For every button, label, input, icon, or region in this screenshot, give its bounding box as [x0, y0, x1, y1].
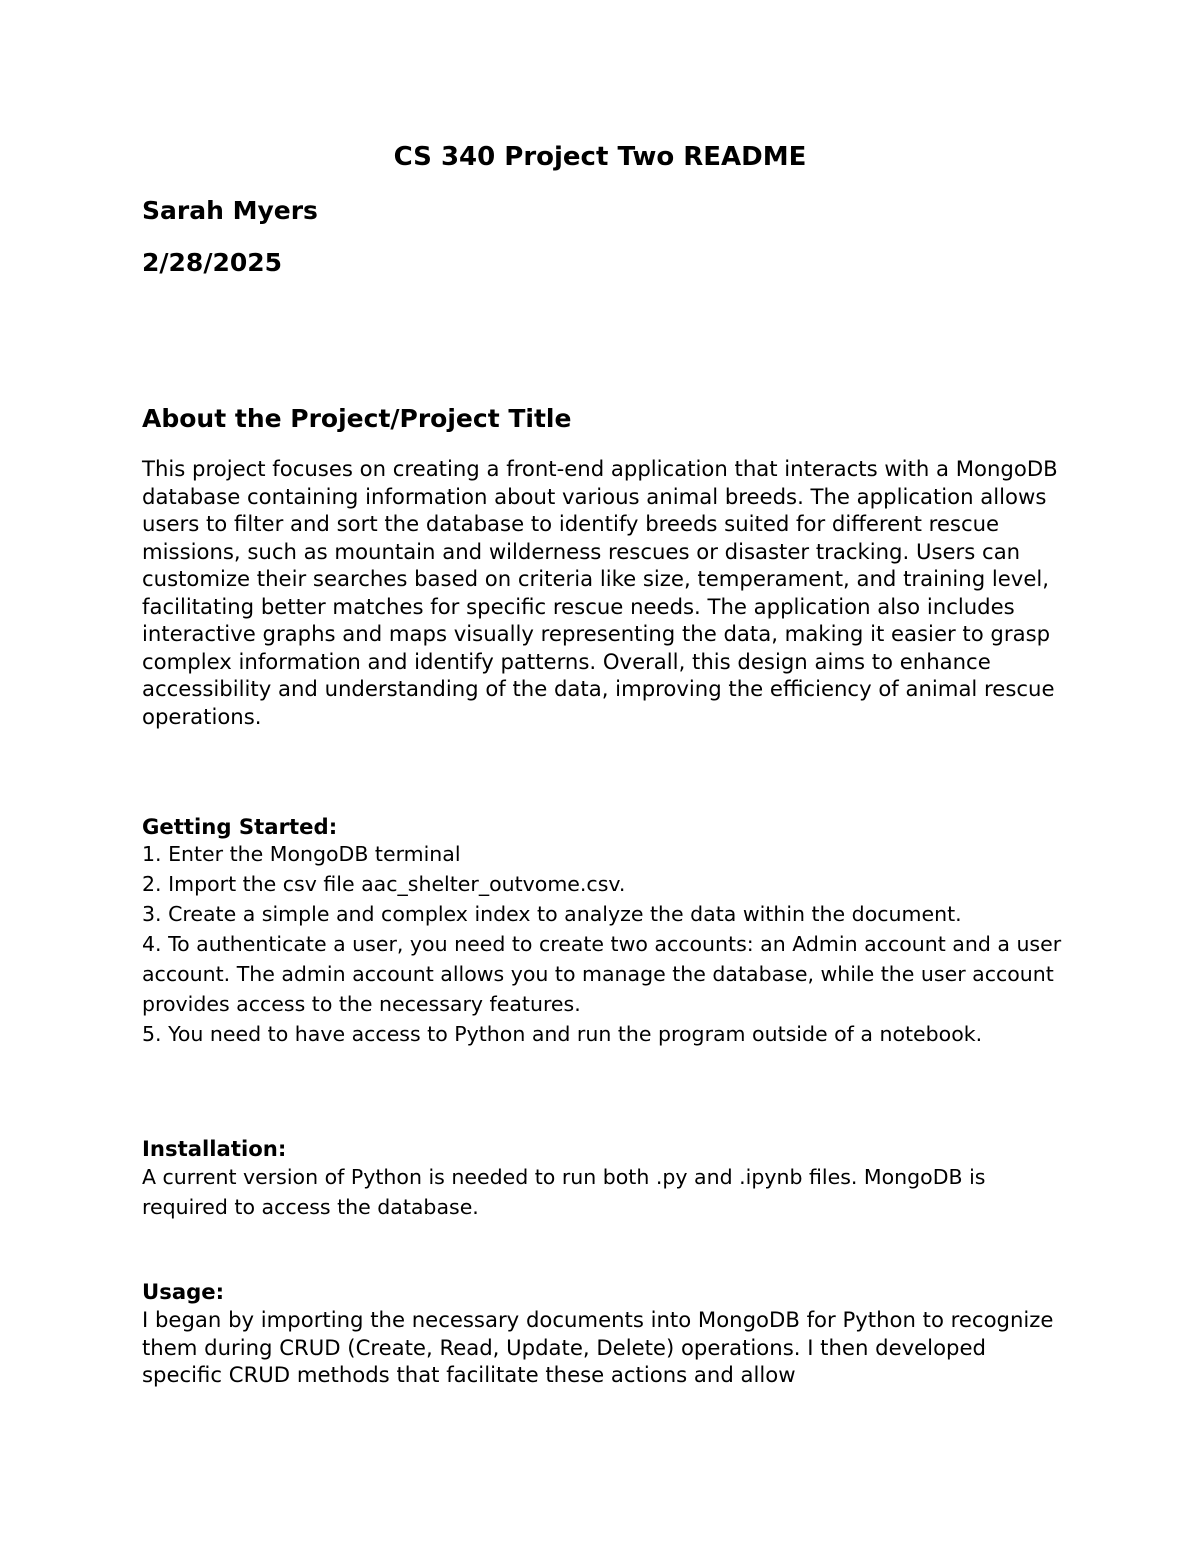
about-paragraph: This project focuses on creating a front-end application that interacts with a MongoDB database containing information about various animal breeds. The application allows users to filter and sort the database to identify breeds suited for different rescue missions, such as mountain and wilderness rescues or disaster tracking. Users can customize their searches based on criteria like size, temperament, and training level, facilitating better matches for specific rescue needs. The application also includes interactive graphs and maps visually representing the data, making it easier to grasp complex information and identify patterns. Overall, this design aims to enhance accessibility and understanding of the data, improving the efficiency of animal rescue operations. [142, 456, 1058, 729]
step-item: 4. To authenticate a user, you need to create two accounts: an Admin account and a user account. The admin account allows you to manage the database, while the user account provides access to the necessary features. [142, 932, 1062, 1016]
step-item: 1. Enter the MongoDB terminal [142, 842, 461, 866]
about-heading: About the Project/Project Title [142, 404, 572, 433]
author-name: Sarah Myers [142, 196, 318, 225]
getting-started-steps [142, 839, 1062, 1049]
step-item: 5. You need to have access to Python and run the program outside of a notebook. [142, 1022, 983, 1046]
usage-paragraph: I began by importing the necessary documents into MongoDB for Python to recognize them during CRUD (Create, Read, Update, Delete) operations. I then developed specific CRUD methods that facilitate these actions and allow [142, 1307, 1054, 1387]
getting-started-heading: Getting Started: [142, 814, 338, 839]
step-item: 2. Import the csv file aac_shelter_outvome.csv. [142, 872, 626, 896]
document-title: CS 340 Project Two README [393, 142, 807, 172]
installation-paragraph: A current version of Python is needed to run both .py and .ipynb files. MongoDB is required to access the database. [142, 1165, 986, 1219]
step-item: 3. Create a simple and complex index to analyze the data within the document. [142, 902, 962, 926]
installation-heading: Installation: [142, 1136, 287, 1161]
usage-heading: Usage: [142, 1279, 225, 1304]
document-date: 2/28/2025 [142, 248, 283, 277]
